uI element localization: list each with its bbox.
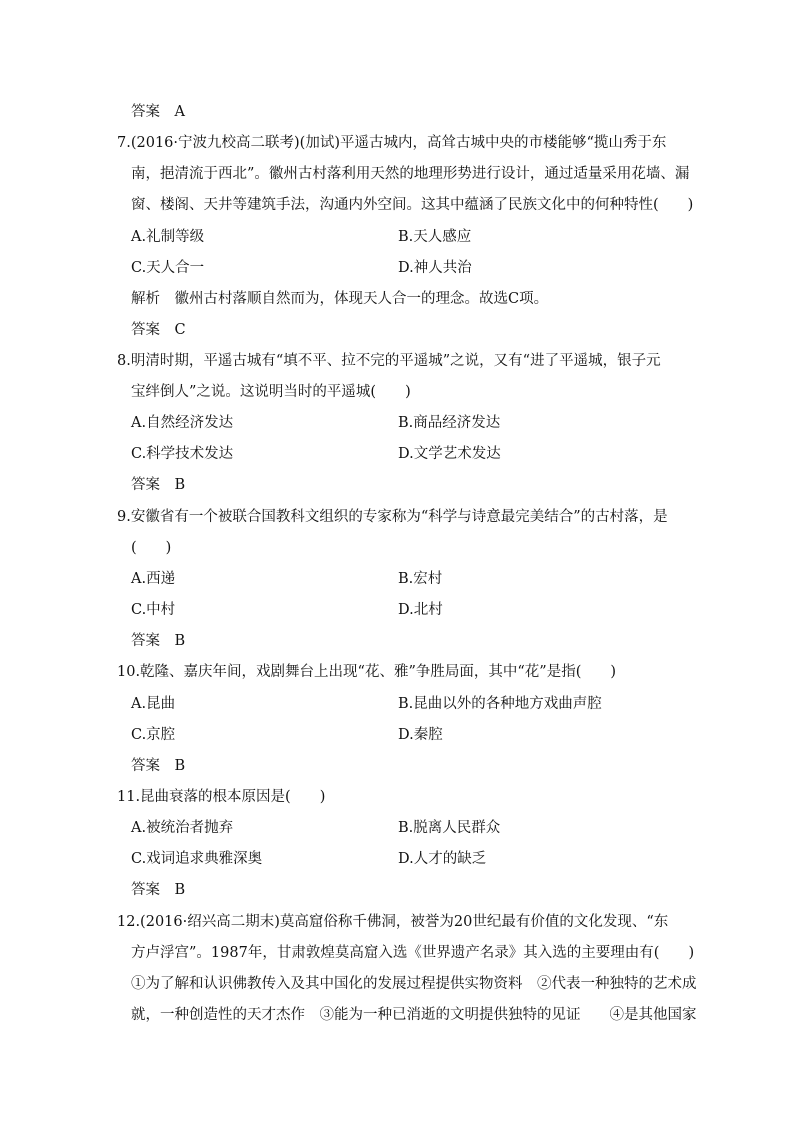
q7-option-a: A.礼制等级 (131, 229, 205, 245)
q7-stem-line1: 7.(2016·宁波九校高二联考)(加试)平遥古城内，高耸古城中央的市楼能够“揽山秀于东 (117, 135, 667, 151)
answer-q6: 答案 A (131, 104, 185, 120)
q11-option-a: A.被统治者抛弃 (131, 820, 234, 836)
q7-analysis: 解析 徽州古村落顺自然而为，体现天人合一的理念。故选C项。 (131, 291, 549, 307)
answer-q8: 答案 B (131, 477, 186, 493)
q7-stem-line2: 南，挹清流于西北”。徽州古村落利用天然的地理形势进行设计，通过适量采用花墙、漏 (131, 166, 690, 182)
answer-q9: 答案 B (131, 633, 186, 649)
q9-option-c: C.中村 (131, 602, 176, 618)
q7-option-c: C.天人合一 (131, 260, 205, 276)
answer-q7: 答案 C (131, 322, 186, 338)
q10-option-a: A.昆曲 (131, 696, 176, 712)
q9-stem-line1: 9.安徽省有一个被联合国教科文组织的专家称为“科学与诗意最完美结合”的古村落，是 (117, 509, 668, 525)
q8-option-d: D.文学艺术发达 (398, 446, 501, 462)
q10-stem-line1: 10.乾隆、嘉庆年间，戏剧舞台上出现“花、雅”争胜局面，其中“花”是指( ) (117, 664, 617, 680)
q8-option-c: C.科学技术发达 (131, 446, 234, 462)
q12-stem-line1: 12.(2016·绍兴高二期末)莫高窟俗称千佛洞，被誉为20世纪最有价值的文化发现、“东 (117, 914, 669, 930)
q7-option-b: B.天人感应 (398, 229, 472, 245)
answer-q10: 答案 B (131, 758, 186, 774)
q10-option-b: B.昆曲以外的各种地方戏曲声腔 (398, 696, 602, 712)
q12-statement-line1: ①为了解和认识佛教传入及其中国化的发展过程提供实物资料 ②代表一种独特的艺术成 (131, 976, 697, 992)
q8-stem-line2: 宝绊倒人”之说。这说明当时的平遥城( ) (131, 384, 411, 400)
q8-stem-line1: 8.明清时期，平遥古城有“填不平、拉不完的平遥城”之说，又有“进了平遥城，银子元 (117, 353, 661, 369)
q9-stem-line2: ( ) (131, 540, 172, 556)
q10-option-d: D.秦腔 (398, 727, 443, 743)
q8-option-b: B.商品经济发达 (398, 415, 501, 431)
q9-option-a: A.西递 (131, 571, 176, 587)
q12-statement-line2: 就，一种创造性的天才杰作 ③能为一种已消逝的文明提供独特的见证 ④是其他国家 (131, 1007, 697, 1023)
q11-option-d: D.人才的缺乏 (398, 851, 487, 867)
q9-option-b: B.宏村 (398, 571, 443, 587)
q11-option-b: B.脱离人民群众 (398, 820, 501, 836)
q8-option-a: A.自然经济发达 (131, 415, 234, 431)
answer-q11: 答案 B (131, 882, 186, 898)
q10-option-c: C.京腔 (131, 727, 176, 743)
q11-stem-line1: 11.昆曲衰落的根本原因是( ) (117, 789, 326, 805)
q7-option-d: D.神人共治 (398, 260, 472, 276)
q9-option-d: D.北村 (398, 602, 443, 618)
q7-stem-line3: 窗、楼阁、天井等建筑手法，沟通内外空间。这其中蕴涵了民族文化中的何种特性( ) (131, 197, 694, 213)
q11-option-c: C.戏词追求典雅深奥 (131, 851, 263, 867)
q12-stem-line2: 方卢浮宫”。1987年，甘肃敦煌莫高窟入选《世界遗产名录》其入选的主要理由有( ) (131, 945, 695, 961)
